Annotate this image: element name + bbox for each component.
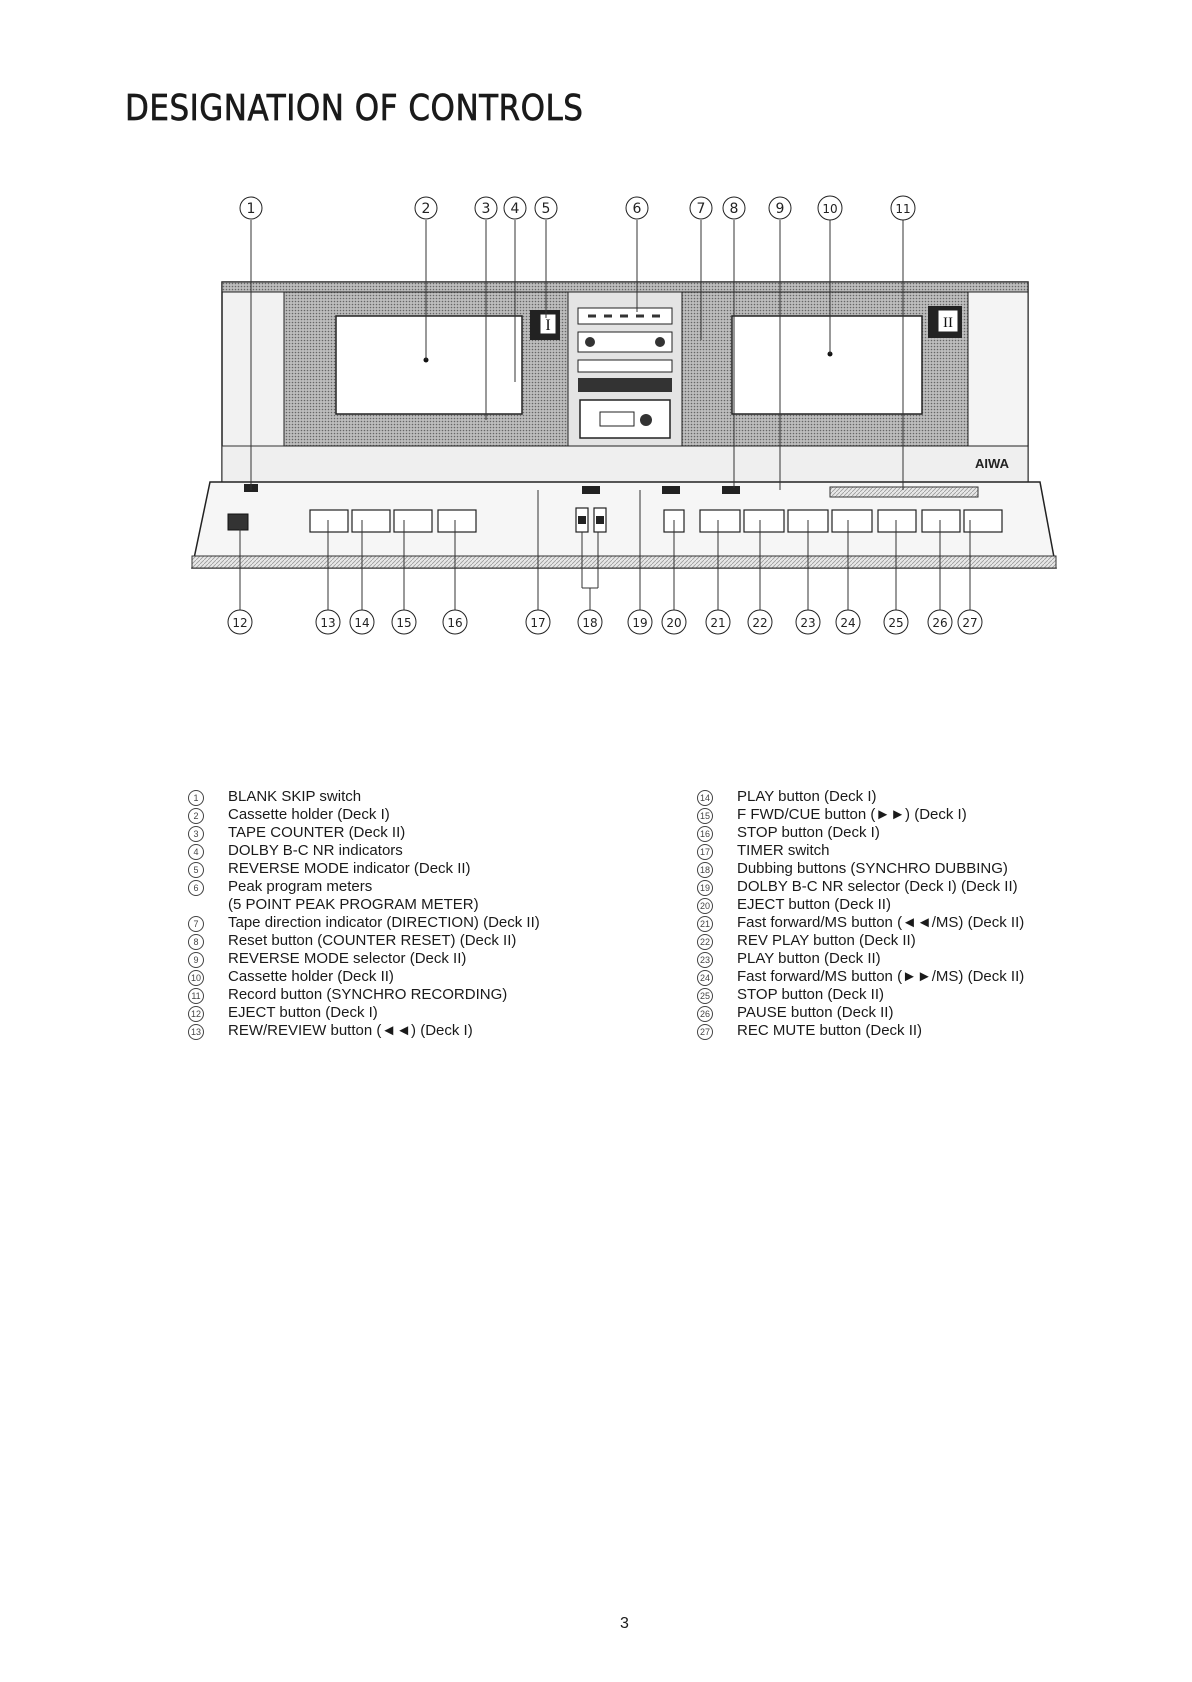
legend-item	[188, 986, 668, 1004]
legend-item	[188, 806, 668, 824]
legend-text: Record button (SYNCHRO RECORDING)	[228, 985, 508, 1003]
legend-text: EJECT button (Deck I)	[228, 1003, 378, 1021]
legend-number: 25	[697, 988, 713, 1004]
legend-number: 1	[188, 790, 204, 806]
legend-item	[188, 860, 668, 878]
legend-text: DOLBY B-C NR indicators	[228, 842, 403, 859]
legend-number: 16	[697, 826, 713, 842]
legend-subtext: (5 POINT PEAK PROGRAM METER)	[228, 896, 479, 913]
legend-item	[697, 824, 1177, 842]
legend-item	[697, 986, 1177, 1004]
callout-label: 13	[320, 616, 336, 630]
callout-label: 24	[840, 616, 856, 630]
legend-text: EJECT button (Deck II)	[737, 896, 891, 913]
legend-item	[188, 1022, 668, 1040]
legend-text: STOP button (Deck I)	[737, 824, 880, 841]
legend-text: REVERSE MODE indicator (Deck II)	[228, 860, 471, 877]
legend-number: 15	[697, 808, 713, 824]
legend-item	[697, 950, 1177, 968]
deck1-mark: I	[545, 317, 551, 334]
page-number: 3	[620, 1615, 629, 1632]
legend-number: 14	[697, 790, 713, 806]
legend-number: 23	[697, 952, 713, 968]
legend-item	[188, 842, 668, 860]
callout-label: 8	[729, 201, 739, 217]
legend-number: 21	[697, 916, 713, 932]
legend-right	[697, 788, 1177, 1040]
legend-number: 7	[188, 916, 204, 932]
callout-label: 27	[962, 616, 978, 630]
legend-number: 10	[188, 970, 204, 986]
legend-text: REC MUTE button (Deck II)	[737, 1022, 923, 1039]
legend-item	[697, 896, 1177, 914]
legend-text: PAUSE button (Deck II)	[737, 1004, 894, 1021]
legend-number: 3	[188, 826, 204, 842]
legend-left	[188, 788, 668, 1040]
legend-number: 13	[188, 1024, 204, 1040]
brand-logo: AIWA	[975, 456, 1009, 471]
callout-label: 21	[710, 616, 726, 630]
legend-number: 22	[697, 934, 713, 950]
legend-item	[188, 1004, 668, 1022]
legend-text: DOLBY B-C NR selector (Deck I) (Deck II)	[737, 878, 1018, 895]
legend-text: Peak program meters	[228, 878, 373, 895]
legend-item	[697, 788, 1177, 806]
legend-item	[188, 932, 668, 950]
legend-text: REW/REVIEW button (◄◄) (Deck I)	[228, 1021, 473, 1039]
legend-item	[697, 968, 1177, 986]
callout-label: 7	[696, 201, 706, 217]
callout-top	[240, 196, 915, 220]
deck-diagram	[0, 0, 1192, 680]
deck-control-panel	[192, 482, 1056, 568]
legend-number: 8	[188, 934, 204, 950]
callout-label: 3	[481, 201, 491, 217]
callout-label: 23	[800, 616, 816, 630]
legend-number: 11	[188, 988, 204, 1004]
legend-text: Fast forward/MS button (►►/MS) (Deck II)	[737, 968, 1025, 985]
legend-text: PLAY button (Deck II)	[737, 950, 881, 967]
callout-label: 16	[447, 616, 463, 630]
callout-label: 14	[354, 616, 370, 630]
legend-item	[188, 950, 668, 968]
callout-label: 20	[666, 616, 682, 630]
legend-text: F FWD/CUE button (►►) (Deck I)	[737, 806, 967, 823]
legend-number: 19	[697, 880, 713, 896]
legend-number: 12	[188, 1006, 204, 1022]
legend-text: BLANK SKIP switch	[228, 788, 362, 805]
legend-number: 26	[697, 1006, 713, 1022]
legend-number: 2	[188, 808, 204, 824]
callout-label: 9	[775, 201, 785, 217]
legend-number: 9	[188, 952, 204, 968]
callout-label: 17	[530, 616, 546, 630]
callout-label: 26	[932, 616, 948, 630]
legend-text: Dubbing buttons (SYNCHRO DUBBING)	[737, 860, 1008, 877]
callout-label: 12	[232, 616, 248, 630]
legend-number: 4	[188, 844, 204, 860]
legend-text: TAPE COUNTER (Deck II)	[228, 824, 406, 841]
callout-label: 2	[421, 201, 431, 217]
callout-label: 19	[632, 616, 648, 630]
legend-number: 20	[697, 898, 713, 914]
legend-text: TIMER switch	[737, 842, 830, 859]
legend-item	[188, 824, 668, 842]
callout-label: 18	[582, 616, 598, 630]
callout-label: 5	[541, 201, 551, 217]
legend-text: REVERSE MODE selector (Deck II)	[228, 949, 467, 967]
legend-number: 5	[188, 862, 204, 878]
deck-upper-body	[222, 282, 1028, 482]
legend-text: REV PLAY button (Deck II)	[737, 932, 916, 949]
callout-label: 6	[632, 201, 642, 217]
legend-text: Cassette holder (Deck I)	[228, 806, 390, 823]
legend-text: Cassette holder (Deck II)	[228, 967, 394, 985]
legend-item	[697, 1004, 1177, 1022]
callout-bottom	[228, 610, 982, 634]
legend-text: Fast forward/MS button (◄◄/MS) (Deck II)	[737, 914, 1025, 931]
callout-label: 15	[396, 616, 412, 630]
legend-item	[697, 860, 1177, 878]
legend-item	[697, 878, 1177, 896]
legend-item	[697, 806, 1177, 824]
legend-text: STOP button (Deck II)	[737, 986, 885, 1003]
callout-label: 1	[246, 201, 256, 217]
legend-item	[188, 878, 668, 896]
callout-label: 22	[752, 616, 768, 630]
legend-number: 6	[188, 880, 204, 896]
legend-text: PLAY button (Deck I)	[737, 788, 877, 805]
callout-label: 4	[510, 201, 520, 217]
legend-item	[697, 1022, 1177, 1040]
legend-item	[697, 842, 1177, 860]
deck2-mark: II	[943, 315, 953, 331]
legend-item	[188, 788, 668, 806]
legend-number: 18	[697, 862, 713, 878]
legend-item	[697, 914, 1177, 932]
legend-number: 17	[697, 844, 713, 860]
callout-label: 11	[895, 202, 911, 216]
page-title: DESIGNATION OF CONTROLS	[125, 88, 584, 130]
legend-item	[188, 968, 668, 986]
legend-number: 24	[697, 970, 713, 986]
callout-label: 10	[822, 202, 838, 216]
legend-text: Reset button (COUNTER RESET) (Deck II)	[228, 931, 517, 949]
callout-label: 25	[888, 616, 904, 630]
legend-item	[697, 932, 1177, 950]
legend-number: 27	[697, 1024, 713, 1040]
legend-item	[188, 914, 668, 932]
legend-text: Tape direction indicator (DIRECTION) (Deck II)	[228, 913, 540, 931]
